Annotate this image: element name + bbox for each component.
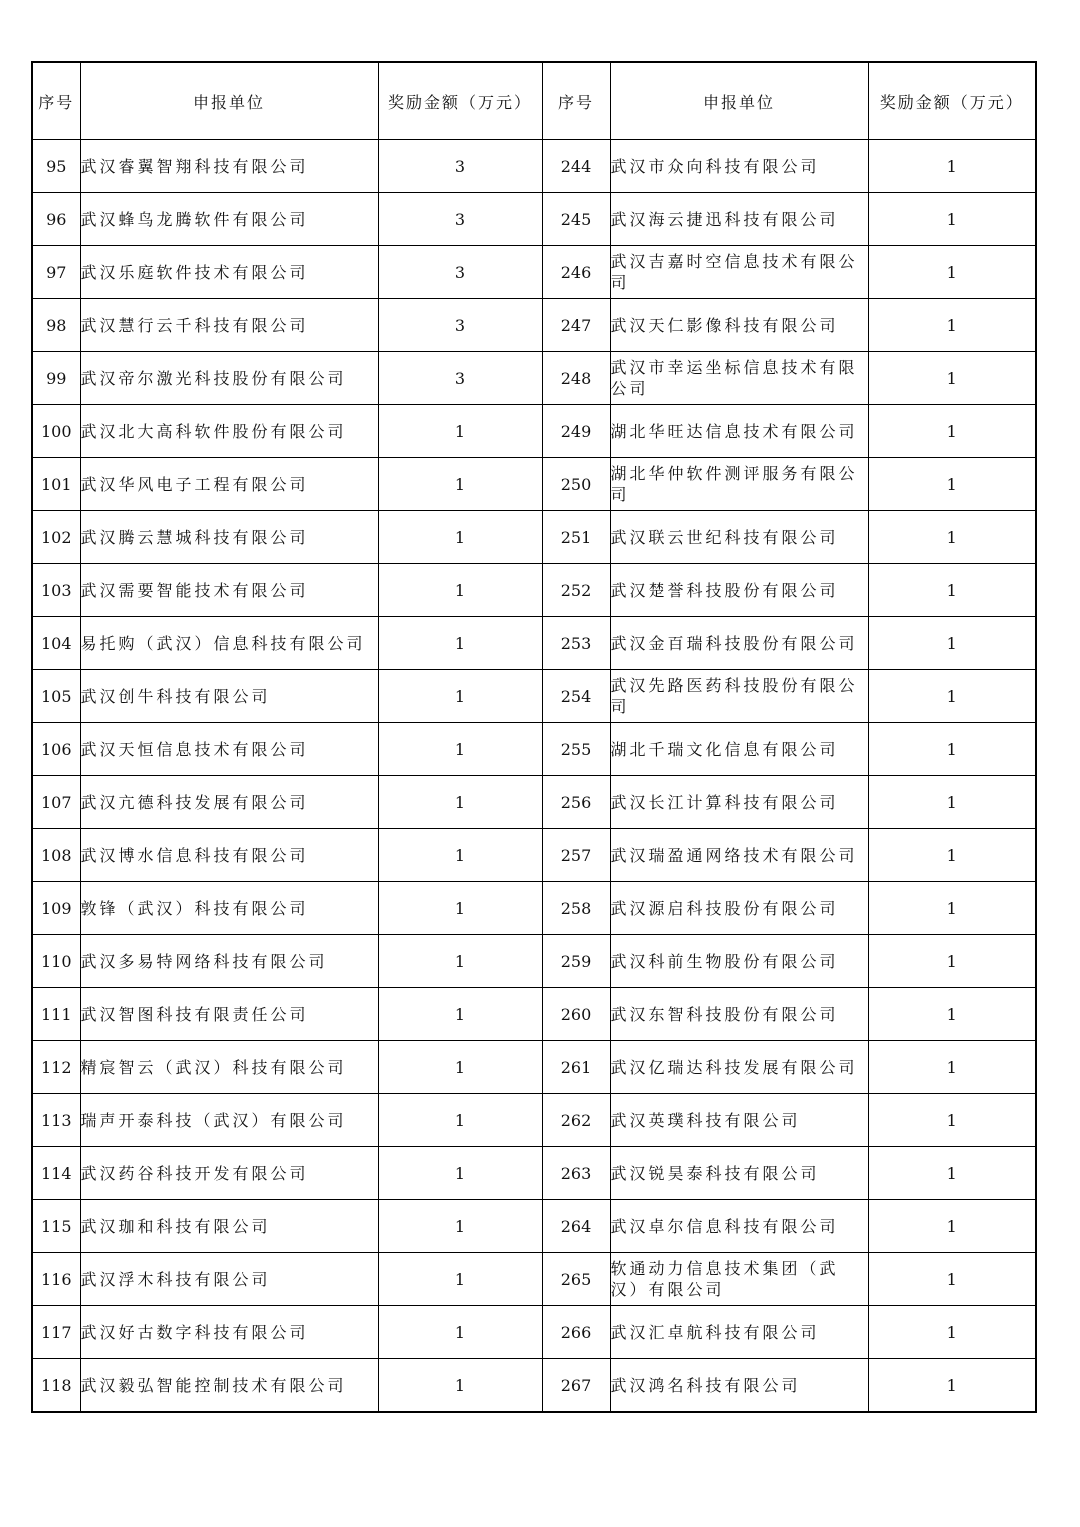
header-seq-left: 序号 [32,62,80,140]
cell-amount-left: 1 [378,882,542,935]
cell-amount-right: 1 [868,246,1036,299]
cell-amount-left: 1 [378,1253,542,1306]
cell-seq-right: 265 [542,1253,610,1306]
cell-seq-right: 263 [542,1147,610,1200]
cell-unit-left: 武汉毅弘智能控制技术有限公司 [80,1359,378,1413]
cell-seq-left: 107 [32,776,80,829]
table-row [32,1041,1036,1094]
cell-seq-left: 118 [32,1359,80,1413]
cell-unit-left: 武汉好古数字科技有限公司 [80,1306,378,1359]
cell-unit-left: 武汉蜂鸟龙腾软件有限公司 [80,193,378,246]
table-row [32,1359,1036,1413]
cell-amount-right: 1 [868,935,1036,988]
cell-amount-right: 1 [868,140,1036,193]
cell-amount-left: 3 [378,246,542,299]
cell-seq-left: 102 [32,511,80,564]
cell-unit-right: 武汉东智科技股份有限公司 [610,988,868,1041]
cell-amount-left: 3 [378,299,542,352]
cell-amount-left: 3 [378,193,542,246]
cell-seq-left: 100 [32,405,80,458]
cell-unit-right: 武汉卓尔信息科技有限公司 [610,1200,868,1253]
cell-seq-left: 101 [32,458,80,511]
cell-unit-right: 武汉长江计算科技有限公司 [610,776,868,829]
cell-seq-right: 245 [542,193,610,246]
cell-amount-left: 1 [378,1147,542,1200]
cell-amount-left: 1 [378,723,542,776]
cell-unit-left: 武汉华风电子工程有限公司 [80,458,378,511]
cell-seq-left: 115 [32,1200,80,1253]
cell-unit-right: 武汉金百瑞科技股份有限公司 [610,617,868,670]
header-amount-right: 奖励金额（万元） [868,62,1036,140]
cell-unit-left: 武汉浮木科技有限公司 [80,1253,378,1306]
table-header [32,62,1036,140]
table-row [32,405,1036,458]
cell-seq-left: 112 [32,1041,80,1094]
cell-amount-left: 1 [378,1094,542,1147]
cell-amount-right: 1 [868,1200,1036,1253]
cell-seq-right: 255 [542,723,610,776]
cell-amount-left: 3 [378,140,542,193]
cell-amount-right: 1 [868,511,1036,564]
table-row [32,1094,1036,1147]
cell-amount-right: 1 [868,405,1036,458]
cell-amount-right: 1 [868,723,1036,776]
cell-amount-left: 1 [378,564,542,617]
cell-unit-left: 易托购（武汉）信息科技有限公司 [80,617,378,670]
cell-amount-left: 1 [378,1359,542,1413]
table-row [32,1253,1036,1306]
cell-amount-left: 1 [378,458,542,511]
cell-unit-left: 武汉乐庭软件技术有限公司 [80,246,378,299]
table-row [32,140,1036,193]
cell-seq-right: 246 [542,246,610,299]
table-row [32,564,1036,617]
cell-seq-right: 258 [542,882,610,935]
cell-unit-right: 武汉英璞科技有限公司 [610,1094,868,1147]
table-row [32,935,1036,988]
cell-amount-left: 1 [378,670,542,723]
cell-seq-left: 111 [32,988,80,1041]
cell-unit-right: 武汉锐昊泰科技有限公司 [610,1147,868,1200]
table-body [32,140,1036,1413]
cell-unit-right: 武汉吉嘉时空信息技术有限公司 [610,246,868,299]
cell-seq-right: 254 [542,670,610,723]
cell-unit-right: 湖北华仲软件测评服务有限公司 [610,458,868,511]
header-amount-left: 奖励金额（万元） [378,62,542,140]
cell-seq-left: 108 [32,829,80,882]
cell-seq-right: 247 [542,299,610,352]
cell-amount-right: 1 [868,1253,1036,1306]
cell-unit-right: 武汉天仁影像科技有限公司 [610,299,868,352]
cell-seq-left: 106 [32,723,80,776]
cell-amount-right: 1 [868,1359,1036,1413]
cell-unit-left: 武汉药谷科技开发有限公司 [80,1147,378,1200]
cell-amount-right: 1 [868,1041,1036,1094]
cell-amount-right: 1 [868,458,1036,511]
cell-amount-left: 1 [378,1041,542,1094]
header-seq-right: 序号 [542,62,610,140]
cell-amount-right: 1 [868,829,1036,882]
cell-seq-left: 113 [32,1094,80,1147]
header-unit-left: 申报单位 [80,62,378,140]
cell-unit-left: 武汉珈和科技有限公司 [80,1200,378,1253]
cell-seq-left: 105 [32,670,80,723]
table-row [32,352,1036,405]
table-row [32,511,1036,564]
cell-amount-right: 1 [868,299,1036,352]
cell-seq-right: 267 [542,1359,610,1413]
cell-unit-right: 武汉海云捷迅科技有限公司 [610,193,868,246]
table-row [32,670,1036,723]
cell-amount-left: 1 [378,617,542,670]
cell-unit-left: 武汉腾云慧城科技有限公司 [80,511,378,564]
cell-unit-left: 精宸智云（武汉）科技有限公司 [80,1041,378,1094]
cell-seq-left: 95 [32,140,80,193]
cell-seq-right: 266 [542,1306,610,1359]
cell-seq-right: 264 [542,1200,610,1253]
cell-amount-right: 1 [868,882,1036,935]
cell-amount-left: 1 [378,405,542,458]
header-unit-right: 申报单位 [610,62,868,140]
cell-seq-right: 257 [542,829,610,882]
cell-unit-left: 武汉创牛科技有限公司 [80,670,378,723]
cell-unit-left: 武汉帝尔激光科技股份有限公司 [80,352,378,405]
cell-seq-left: 110 [32,935,80,988]
cell-unit-right: 武汉楚誉科技股份有限公司 [610,564,868,617]
cell-seq-left: 114 [32,1147,80,1200]
cell-unit-right: 武汉先路医药科技股份有限公司 [610,670,868,723]
cell-unit-left: 武汉天恒信息技术有限公司 [80,723,378,776]
cell-amount-right: 1 [868,352,1036,405]
cell-seq-right: 260 [542,988,610,1041]
table-row [32,299,1036,352]
award-table [31,61,1037,1413]
table-row [32,1306,1036,1359]
table-row [32,723,1036,776]
cell-unit-right: 武汉联云世纪科技有限公司 [610,511,868,564]
cell-amount-left: 1 [378,1200,542,1253]
table-row [32,617,1036,670]
cell-unit-right: 湖北千瑞文化信息有限公司 [610,723,868,776]
cell-unit-right: 武汉科前生物股份有限公司 [610,935,868,988]
cell-unit-left: 武汉需要智能技术有限公司 [80,564,378,617]
cell-seq-right: 252 [542,564,610,617]
table-row [32,776,1036,829]
cell-amount-right: 1 [868,1306,1036,1359]
table-row [32,458,1036,511]
cell-unit-left: 武汉慧行云千科技有限公司 [80,299,378,352]
table-row [32,882,1036,935]
cell-seq-right: 261 [542,1041,610,1094]
cell-seq-right: 262 [542,1094,610,1147]
cell-amount-left: 1 [378,935,542,988]
cell-amount-left: 1 [378,1306,542,1359]
cell-seq-right: 244 [542,140,610,193]
cell-amount-right: 1 [868,564,1036,617]
table-row [32,1147,1036,1200]
cell-seq-left: 109 [32,882,80,935]
cell-amount-right: 1 [868,617,1036,670]
cell-unit-right: 湖北华旺达信息技术有限公司 [610,405,868,458]
cell-unit-left: 武汉博水信息科技有限公司 [80,829,378,882]
cell-amount-right: 1 [868,670,1036,723]
cell-unit-right: 武汉市幸运坐标信息技术有限公司 [610,352,868,405]
cell-amount-left: 1 [378,988,542,1041]
header-row [32,62,1036,140]
cell-unit-left: 武汉北大高科软件股份有限公司 [80,405,378,458]
cell-amount-right: 1 [868,1147,1036,1200]
cell-amount-left: 1 [378,511,542,564]
table-row [32,829,1036,882]
cell-seq-right: 249 [542,405,610,458]
cell-unit-left: 敦锋（武汉）科技有限公司 [80,882,378,935]
cell-amount-left: 1 [378,776,542,829]
cell-seq-left: 116 [32,1253,80,1306]
cell-seq-right: 248 [542,352,610,405]
cell-amount-right: 1 [868,988,1036,1041]
cell-amount-right: 1 [868,193,1036,246]
cell-unit-left: 武汉智图科技有限责任公司 [80,988,378,1041]
cell-unit-right: 武汉瑞盈通网络技术有限公司 [610,829,868,882]
cell-unit-left: 武汉亢德科技发展有限公司 [80,776,378,829]
table-row [32,1200,1036,1253]
cell-seq-left: 103 [32,564,80,617]
cell-seq-left: 97 [32,246,80,299]
table-row [32,246,1036,299]
cell-unit-right: 软通动力信息技术集团（武汉）有限公司 [610,1253,868,1306]
cell-seq-left: 96 [32,193,80,246]
cell-unit-right: 武汉亿瑞达科技发展有限公司 [610,1041,868,1094]
cell-unit-right: 武汉市众向科技有限公司 [610,140,868,193]
cell-seq-right: 256 [542,776,610,829]
cell-seq-left: 104 [32,617,80,670]
cell-amount-right: 1 [868,776,1036,829]
cell-seq-right: 251 [542,511,610,564]
table-row [32,988,1036,1041]
cell-seq-right: 259 [542,935,610,988]
cell-seq-left: 117 [32,1306,80,1359]
cell-amount-left: 3 [378,352,542,405]
cell-amount-left: 1 [378,829,542,882]
cell-unit-left: 武汉睿翼智翔科技有限公司 [80,140,378,193]
cell-seq-right: 250 [542,458,610,511]
cell-unit-right: 武汉汇卓航科技有限公司 [610,1306,868,1359]
table-row [32,193,1036,246]
cell-seq-left: 98 [32,299,80,352]
cell-seq-right: 253 [542,617,610,670]
cell-unit-left: 武汉多易特网络科技有限公司 [80,935,378,988]
cell-seq-left: 99 [32,352,80,405]
cell-unit-right: 武汉鸿名科技有限公司 [610,1359,868,1413]
cell-unit-left: 瑞声开泰科技（武汉）有限公司 [80,1094,378,1147]
cell-unit-right: 武汉源启科技股份有限公司 [610,882,868,935]
cell-amount-right: 1 [868,1094,1036,1147]
